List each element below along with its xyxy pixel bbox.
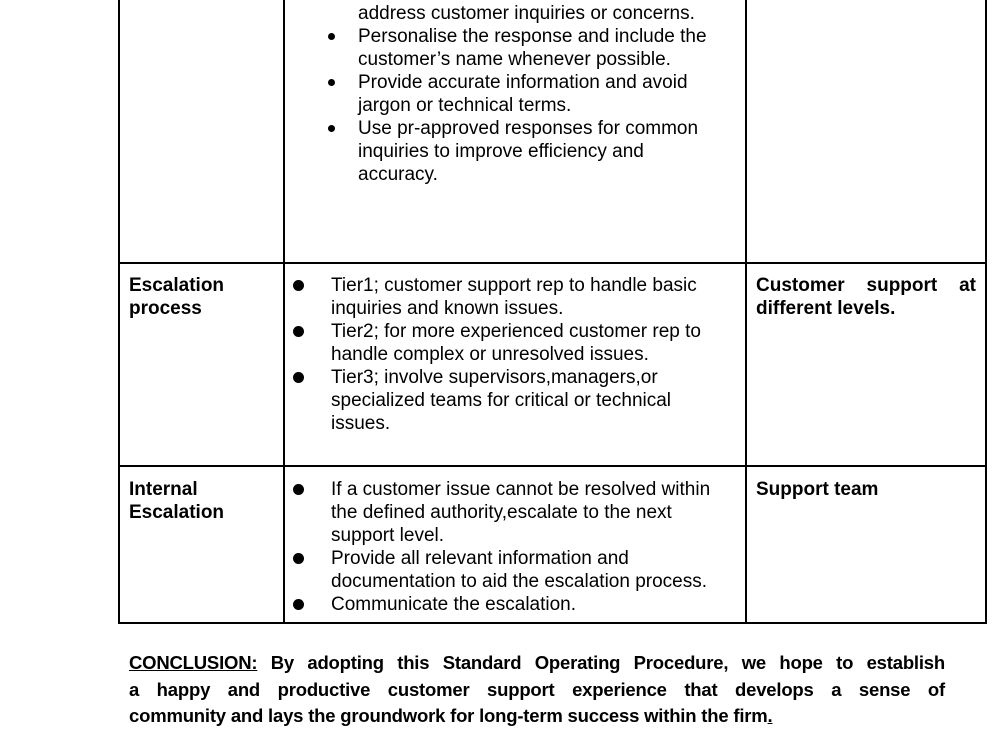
bullet-text: the defined authority,escalate to the next bbox=[331, 502, 672, 523]
bullet-text: Tier1; customer support rep to handle basic bbox=[331, 275, 697, 296]
bullet-text: issues. bbox=[331, 413, 391, 434]
row-divider-2 bbox=[118, 465, 987, 467]
bullet-item bbox=[358, 2, 707, 25]
responsible-line: Customer support at bbox=[756, 275, 976, 296]
bullet-icon bbox=[293, 326, 304, 337]
label-line: Escalation bbox=[129, 275, 225, 296]
bullet-icon bbox=[293, 372, 304, 383]
row-3-responsible bbox=[756, 478, 878, 501]
bullet-text: accuracy. bbox=[358, 164, 438, 185]
bullet-icon bbox=[328, 79, 335, 86]
bullet-text: inquiries and known issues. bbox=[331, 298, 564, 319]
label-line: Escalation bbox=[129, 502, 225, 523]
responsible-line: different levels. bbox=[756, 298, 896, 319]
bullet-text: Provide accurate information and avoid bbox=[358, 72, 688, 93]
table-border-bottom bbox=[118, 622, 987, 624]
bullet-item bbox=[358, 25, 707, 71]
bullet-text: inquiries to improve efficiency and bbox=[358, 141, 644, 162]
row-3-procedure bbox=[331, 478, 710, 616]
bullet-text: documentation to aid the escalation process. bbox=[331, 571, 708, 592]
bullet-text: support level. bbox=[331, 525, 445, 546]
bullet-text: Tier2; for more experienced customer rep to bbox=[331, 321, 701, 342]
label-line: process bbox=[129, 298, 202, 319]
bullet-text: If a customer issue cannot be resolved within bbox=[331, 479, 711, 500]
conclusion-line bbox=[129, 650, 945, 677]
bullet-item bbox=[331, 547, 710, 593]
conclusion-line: a happy and productive customer support experience that develops a sense of bbox=[129, 678, 945, 700]
row-divider-1 bbox=[118, 262, 987, 264]
row-1-procedure bbox=[358, 2, 707, 186]
bullet-item bbox=[358, 117, 707, 186]
row-2-label bbox=[129, 274, 224, 320]
bullet-text: Provide all relevant information and bbox=[331, 548, 629, 569]
bullet-text: Use pr-approved responses for common bbox=[358, 118, 699, 139]
bullet-icon bbox=[293, 553, 304, 564]
conclusion-paragraph bbox=[129, 650, 945, 730]
bullet-icon bbox=[293, 484, 304, 495]
bullet-item bbox=[331, 366, 701, 435]
table-divider-1 bbox=[283, 0, 285, 624]
conclusion-heading: CONCLUSION: bbox=[129, 652, 258, 673]
table-divider-2 bbox=[745, 0, 747, 624]
bullet-item bbox=[331, 274, 701, 320]
conclusion-text: community and lays the groundwork for long-term success within the firm bbox=[129, 705, 768, 726]
conclusion-text: By adopting this Standard Operating Procedure, we hope to establish bbox=[257, 652, 945, 673]
bullet-icon bbox=[328, 33, 335, 40]
bullet-text: jargon or technical terms. bbox=[358, 95, 572, 116]
responsible-line: Support team bbox=[756, 479, 879, 500]
bullet-text: Tier3; involve supervisors,managers,or bbox=[331, 367, 658, 388]
table-border-left bbox=[118, 0, 120, 624]
bullet-icon bbox=[293, 599, 304, 610]
bullet-item bbox=[331, 593, 710, 616]
bullet-text: address customer inquiries or concerns. bbox=[358, 3, 695, 24]
bullet-text: specialized teams for critical or technical bbox=[331, 390, 672, 411]
bullet-text: Communicate the escalation. bbox=[331, 594, 577, 615]
bullet-text: handle complex or unresolved issues. bbox=[331, 344, 649, 365]
bullet-item bbox=[358, 71, 707, 117]
label-line: Internal bbox=[129, 479, 198, 500]
bullet-item bbox=[331, 478, 710, 547]
bullet-icon bbox=[328, 125, 335, 132]
bullet-item bbox=[331, 320, 701, 366]
bullet-icon bbox=[293, 280, 304, 291]
row-2-responsible bbox=[756, 274, 976, 320]
bullet-text: customer’s name whenever possible. bbox=[358, 49, 671, 70]
conclusion-line bbox=[129, 703, 945, 730]
row-3-label bbox=[129, 478, 224, 524]
conclusion-end: . bbox=[767, 705, 773, 726]
table-border-right bbox=[985, 0, 987, 624]
bullet-text: Personalise the response and include the bbox=[358, 26, 707, 47]
row-2-procedure bbox=[331, 274, 701, 435]
